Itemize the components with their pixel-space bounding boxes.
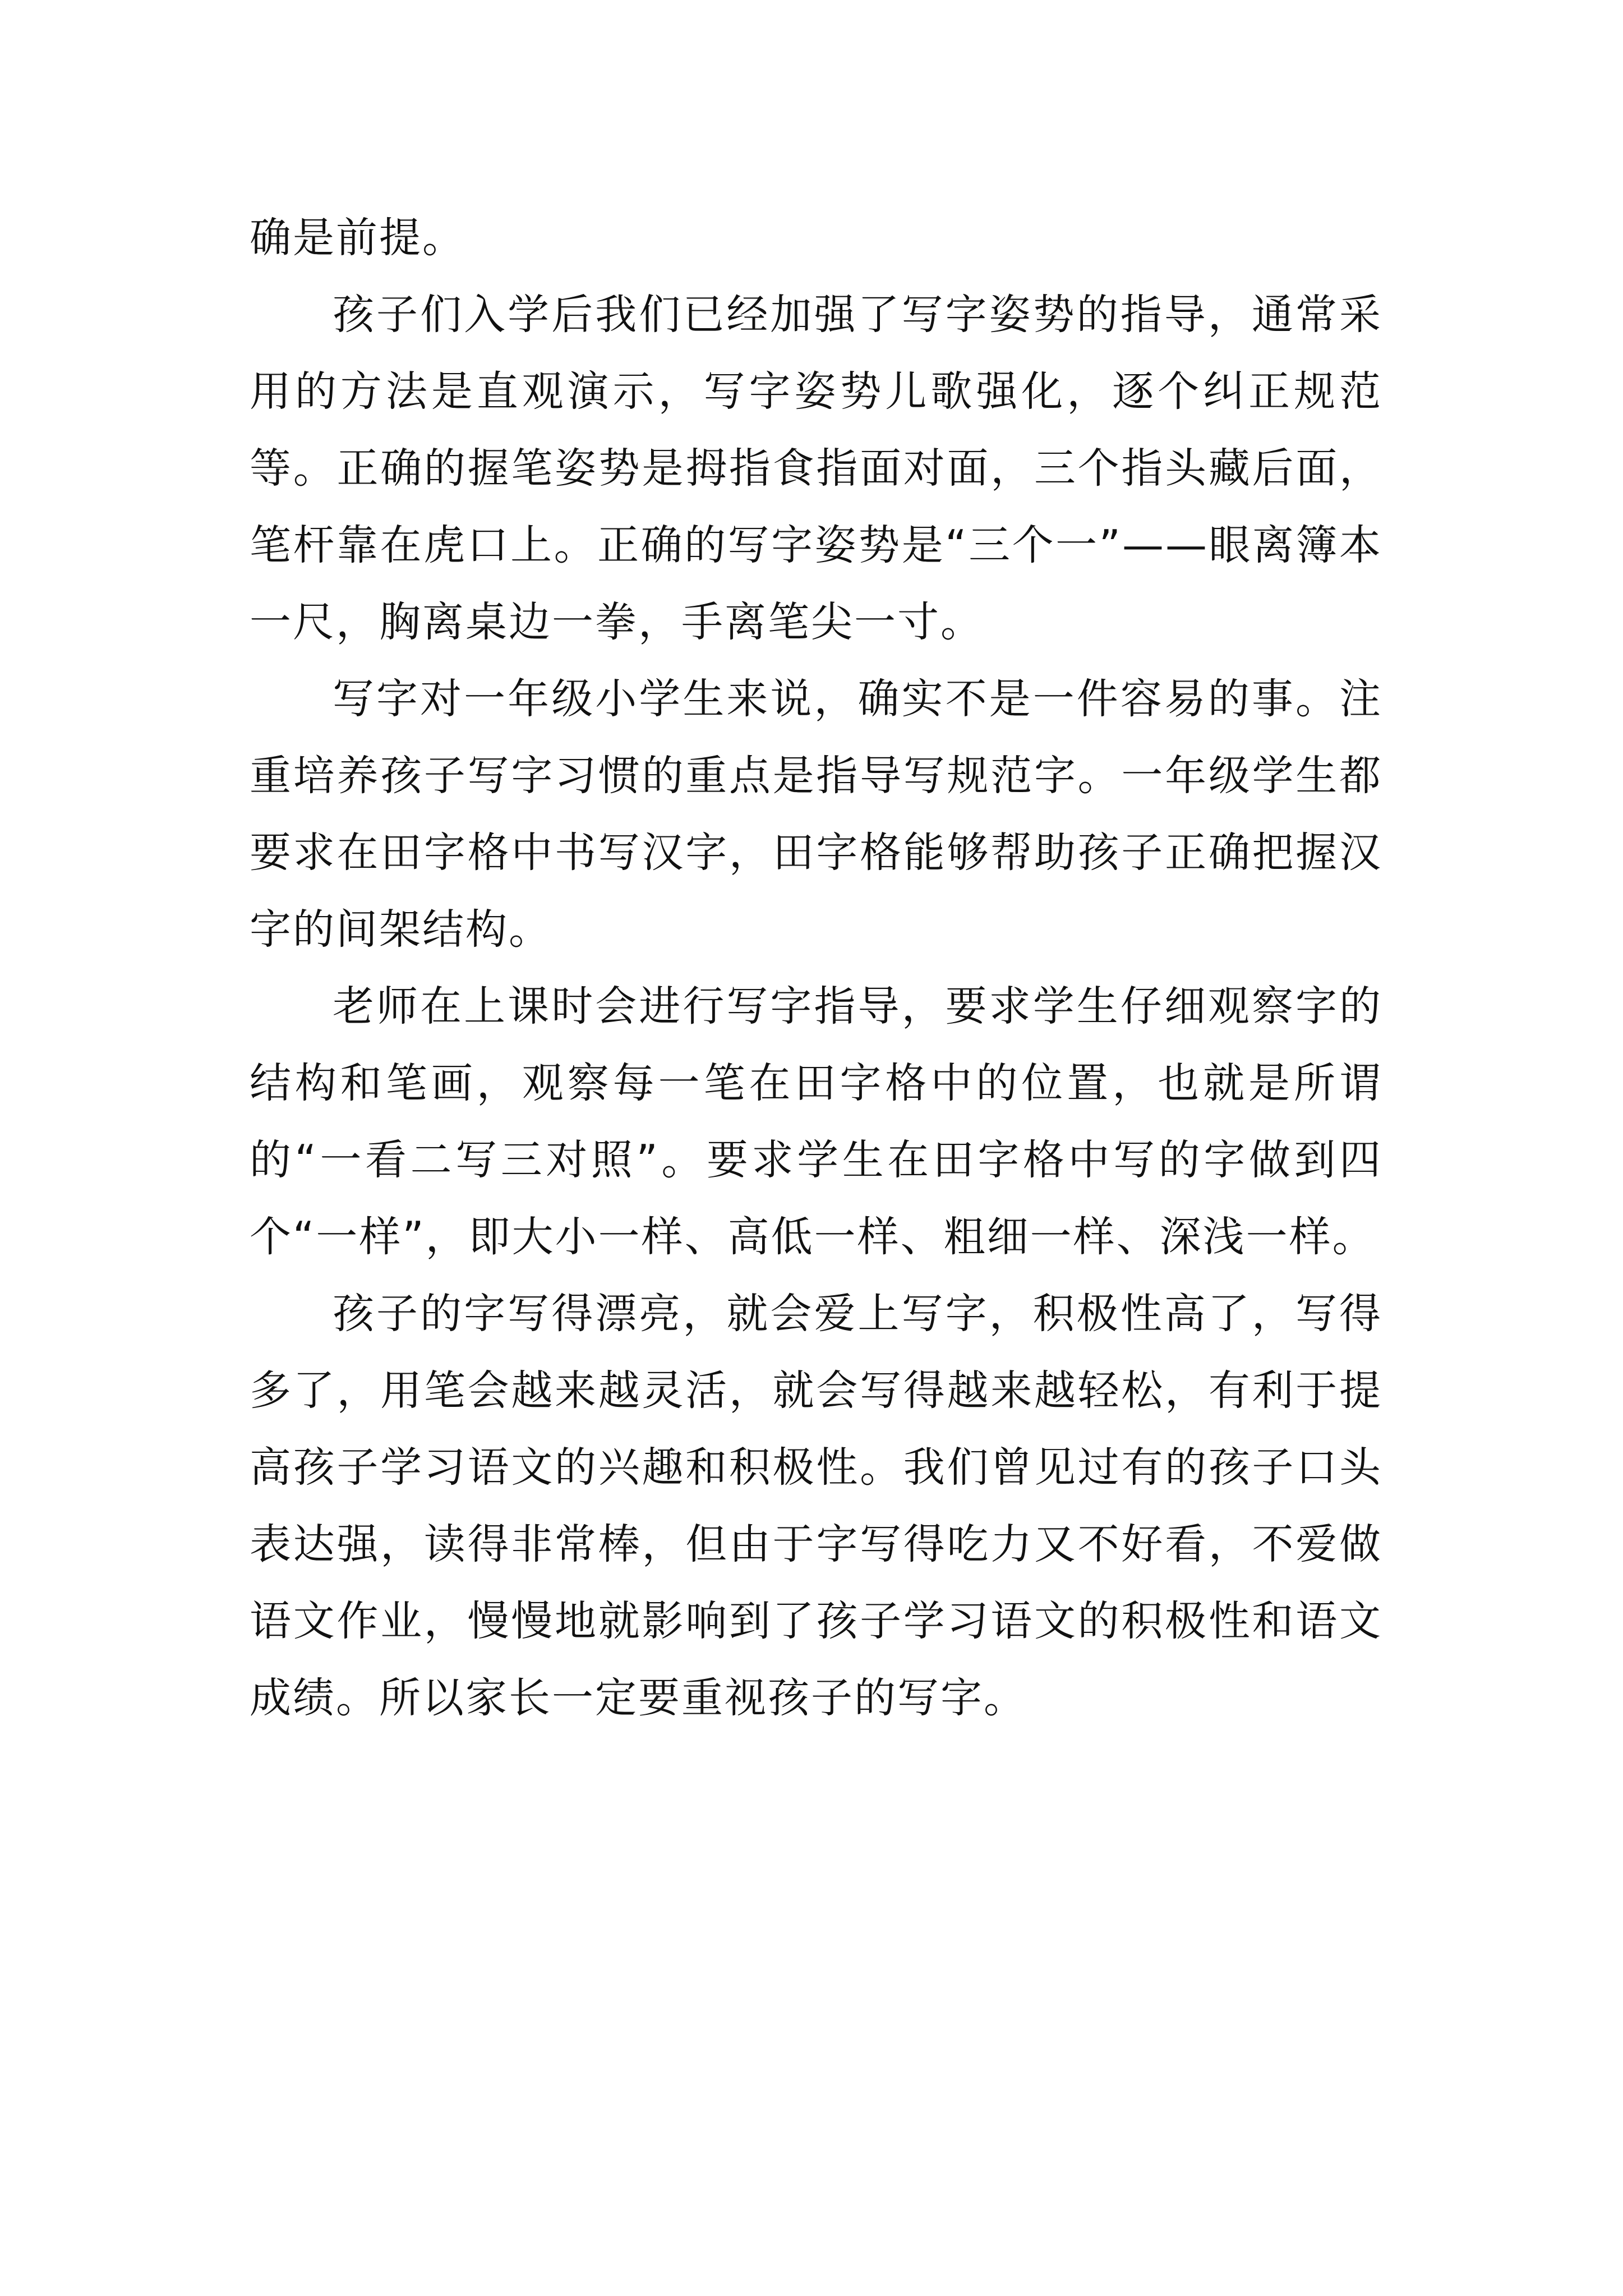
body-text [250, 200, 1382, 1737]
paragraph-writing-posture: 孩子们入学后我们已经加强了写字姿势的指导，通常采用的方法是直观演示，写字姿势儿歌强化，逐个纠正规范等。正确的握笔姿势是拇指食指面对面，三个指头藏后面，笔杆靠在虎口上。正确的写字姿势是“三个一”——眼离簿本一尺，胸离桌边一拳，手离笔尖一寸。 [250, 291, 1382, 646]
paragraph-parents-importance: 孩子的字写得漂亮，就会爱上写字，积极性高了，写得多了，用笔会越来越灵活，就会写得越来越轻松，有利于提高孩子学习语文的兴趣和积极性。我们曾见过有的孩子口头表达强，读得非常棒，但由于字写得吃力又不好看，不爱做语文作业，慢慢地就影响到了孩子学习语文的积极性和语文成绩。所以家长一定要重视孩子的写字。 [250, 1290, 1382, 1722]
paragraph-teacher-guidance: 老师在上课时会进行写字指导，要求学生仔细观察字的结构和笔画，观察每一笔在田字格中的位置，也就是所谓的“一看二写三对照”。要求学生在田字格中写的字做到四个“一样”，即大小一样、高低一样、粗细一样、深浅一样。 [250, 982, 1382, 1261]
paragraph-continuation: 确是前提。 [250, 214, 465, 262]
paragraph-standard-characters: 写字对一年级小学生来说，确实不是一件容易的事。注重培养孩子写字习惯的重点是指导写规范字。一年级学生都要求在田字格中书写汉字，田字格能够帮助孩子正确把握汉字的间架结构。 [250, 675, 1382, 954]
